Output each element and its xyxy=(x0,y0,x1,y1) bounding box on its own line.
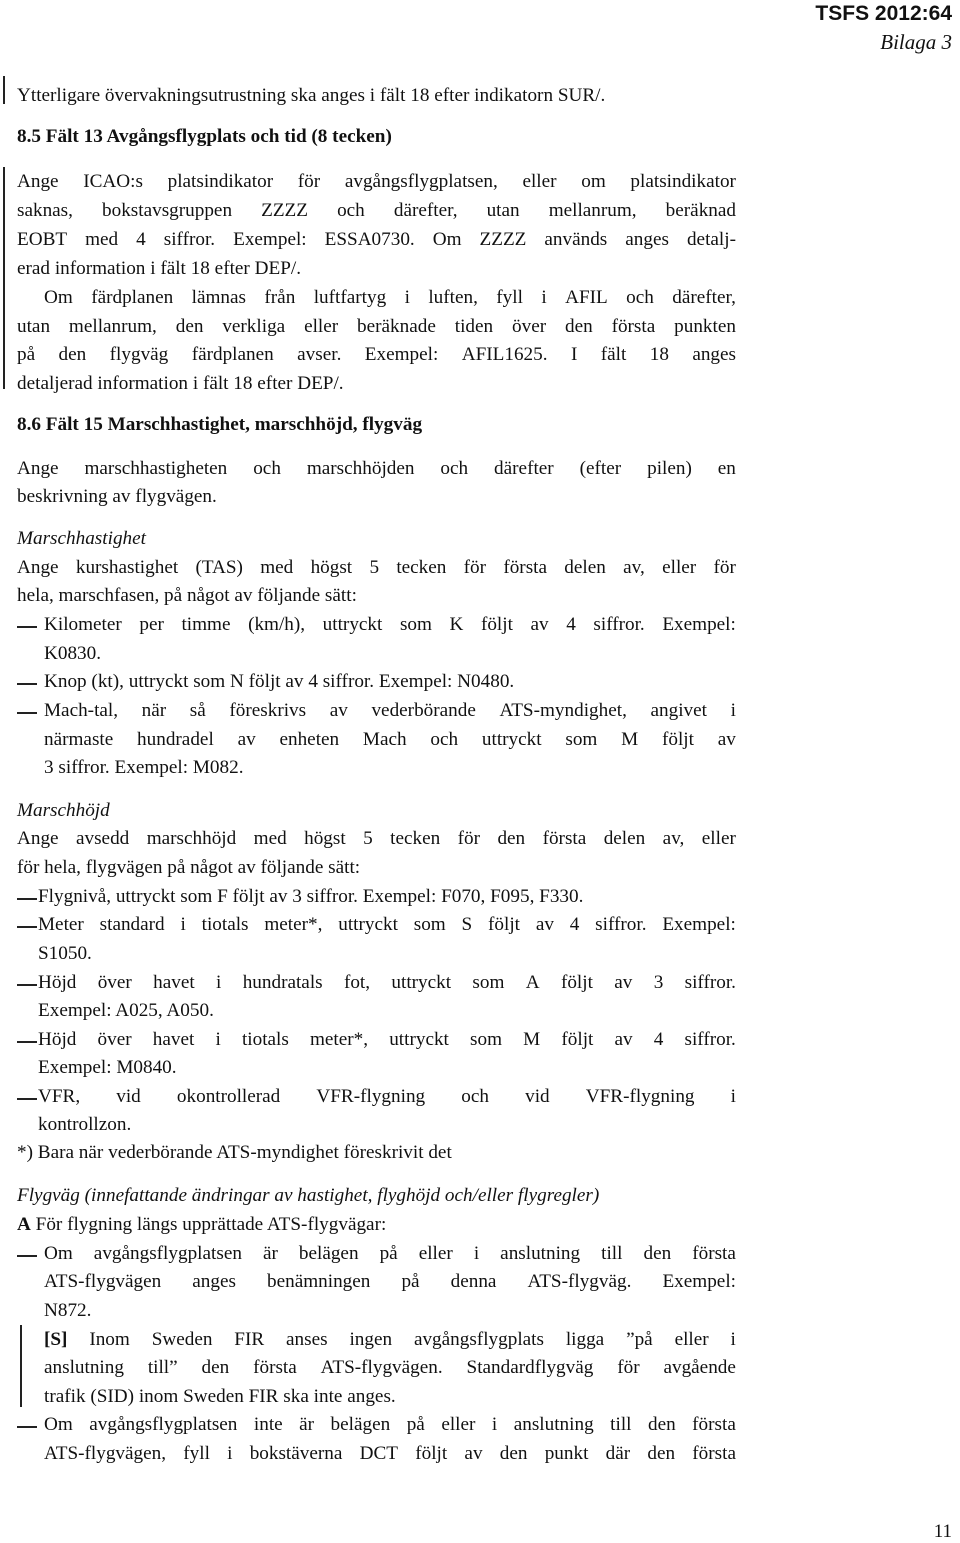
page-number: 11 xyxy=(933,1521,952,1542)
list-item-line: Exempel: M0840. xyxy=(38,1057,177,1078)
list-item-line: Exempel: A025, A050. xyxy=(38,1000,214,1021)
change-bar xyxy=(3,76,5,104)
paragraph-line: Ange ICAO:s platsindikator för avgångsflygplatsen, eller om platsindikator xyxy=(17,171,736,192)
list-item-line: VFR, vid okontrollerad VFR-flygning och vid VFR-flygning i xyxy=(38,1086,736,1107)
national-provision-line: trafik (SID) inom Sweden FIR ska inte anges. xyxy=(44,1386,396,1407)
list-dash xyxy=(17,712,37,714)
change-bar xyxy=(20,1325,22,1407)
list-item-line: Knop (kt), uttryckt som N följt av 4 siffror. Exempel: N0480. xyxy=(44,671,515,692)
list-item-line: Höjd över havet i hundratals fot, uttryckt som A följt av 3 siffror. xyxy=(38,972,736,993)
paragraph-line: EOBT med 4 siffror. Exempel: ESSA0730. Om ZZZZ används anges detalj- xyxy=(17,229,736,250)
list-item-line: ATS-flygvägen anges benämningen på denna ATS-flygväg. Exempel: xyxy=(44,1271,736,1292)
appendix-label: Bilaga 3 xyxy=(880,30,952,54)
list-item-line: Om avgångsflygplatsen inte är belägen på eller i anslutning till den första xyxy=(44,1414,736,1435)
paragraph-line: hela, marschfasen, på något av följande sätt: xyxy=(17,585,357,606)
list-dash xyxy=(17,898,37,900)
list-dash xyxy=(17,1255,37,1257)
list-item-line: Flygnivå, uttryckt som F följt av 3 siffror. Exempel: F070, F095, F330. xyxy=(38,886,584,907)
route-a-text: För flygning längs upprättade ATS-flygvägar: xyxy=(30,1214,387,1235)
list-item-line: N872. xyxy=(44,1300,92,1321)
paragraph-line: saknas, bokstavsgruppen ZZZZ och därefter, utan mellanrum, beräknad xyxy=(17,200,736,221)
document-code: TSFS 2012:64 xyxy=(815,2,952,25)
paragraph-line: Ange marschhastigheten och marschhöjden och därefter (efter pilen) en xyxy=(17,458,736,479)
route-a-line xyxy=(17,1215,386,1234)
intro-text: Ytterligare övervakningsutrustning ska anges i fält 18 efter indikatorn SUR/. xyxy=(17,85,606,106)
list-item-line: kontrollzon. xyxy=(38,1114,132,1135)
list-item-line: Meter standard i tiotals meter*, uttryckt som S följt av 4 siffror. Exempel: xyxy=(38,914,736,935)
paragraph-line: Om färdplanen lämnas från luftfartyg i luften, fyll i AFIL och därefter, xyxy=(44,287,736,308)
paragraph-line: Ange avsedd marschhöjd med högst 5 tecken för den första delen av, eller xyxy=(17,828,736,849)
list-dash xyxy=(17,1098,37,1100)
paragraph-line: Ange kurshastighet (TAS) med högst 5 tecken för första delen av, eller för xyxy=(17,557,736,578)
section-heading-8-5: 8.5 Fält 13 Avgångsflygplats och tid (8 tecken) xyxy=(17,126,392,147)
list-item-line: S1050. xyxy=(38,943,92,964)
list-item-line: Om avgångsflygplatsen är belägen på eller i anslutning till den första xyxy=(44,1243,736,1264)
list-item-line: närmaste hundradel av enheten Mach och uttryckt som M följt av xyxy=(44,729,736,750)
list-item-line: Mach-tal, när så föreskrivs av vederbörande ATS-myndighet, angivet i xyxy=(44,700,736,721)
list-dash xyxy=(17,1426,37,1428)
national-provision-line: anslutning till” den första ATS-flygvägen. Standardflygväg för avgående xyxy=(44,1357,736,1378)
list-item-line: K0830. xyxy=(44,643,102,664)
subheading-route: Flygväg (innefattande ändringar av hastighet, flyghöjd och/eller flygregler) xyxy=(17,1185,600,1206)
list-dash xyxy=(17,1041,37,1043)
paragraph-line: beskrivning av flygvägen. xyxy=(17,486,217,507)
subheading-altitude: Marschhöjd xyxy=(17,800,110,821)
list-item-line: 3 siffror. Exempel: M082. xyxy=(44,757,244,778)
paragraph-line: på den flygväg färdplanen avser. Exempel: AFIL1625. I fält 18 anges xyxy=(17,344,736,365)
paragraph-line: detaljerad information i fält 18 efter DEP/. xyxy=(17,373,344,394)
route-a-label: A xyxy=(17,1214,31,1235)
national-provision-line: [S] Inom Sweden FIR anses ingen avgångsflygplats ligga ”på eller i xyxy=(44,1329,736,1350)
list-dash xyxy=(17,984,37,986)
subheading-speed: Marschhastighet xyxy=(17,528,146,549)
paragraph-line: för hela, flygvägen på något av följande sätt: xyxy=(17,857,361,878)
section-heading-8-6: 8.6 Fält 15 Marschhastighet, marschhöjd, flygväg xyxy=(17,414,423,435)
list-item-line: Kilometer per timme (km/h), uttryckt som K följt av 4 siffror. Exempel: xyxy=(44,614,736,635)
paragraph-line: erad information i fält 18 efter DEP/. xyxy=(17,258,301,279)
list-dash xyxy=(17,926,37,928)
list-dash xyxy=(17,683,37,685)
list-dash xyxy=(17,626,37,628)
paragraph-line: utan mellanrum, den verkliga eller beräknade tiden över den första punkten xyxy=(17,316,736,337)
list-item-line: Höjd över havet i tiotals meter*, uttryckt som M följt av 4 siffror. xyxy=(38,1029,736,1050)
change-bar xyxy=(3,167,5,389)
list-item-line: ATS-flygvägen, fyll i bokstäverna DCT följt av den punkt där den första xyxy=(44,1443,736,1464)
footnote: *) Bara när vederbörande ATS-myndighet föreskrivit det xyxy=(17,1142,452,1163)
